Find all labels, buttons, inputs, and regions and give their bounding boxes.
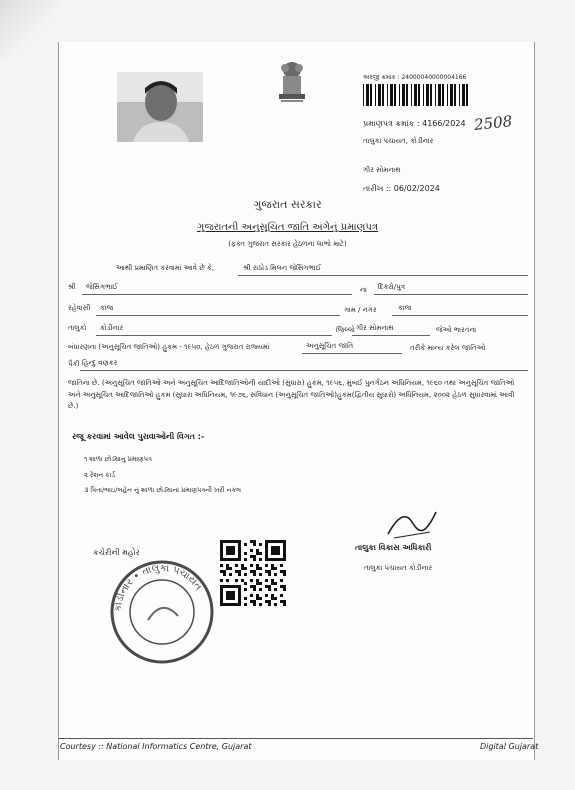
- handwritten-number: 2508: [473, 112, 514, 134]
- date-value: 06/02/2024: [393, 184, 440, 193]
- office-stamp-label: કચેરીની મહોર: [93, 548, 140, 557]
- district-label: જિલ્લો: [336, 326, 355, 334]
- village-label: ગામ / નગર: [344, 306, 377, 314]
- officer-place: તાલુકા પંચાયત કોડીનાર: [364, 564, 433, 572]
- footer-courtesy: Courtesy :: National Informatics Centre, Gujarat: [60, 742, 252, 751]
- officer-title: તાલુકા વિકાસ અધિકારી: [355, 543, 432, 552]
- resident-label: રહેવાસી: [68, 304, 91, 312]
- certificate-subtitle: (ફક્ત ગુજરાત સરકાર હેઠળના લાભો માટે): [228, 240, 347, 248]
- certify-text: આથી પ્રમાણિત કરવામાં આવે છે કે,: [116, 264, 215, 272]
- footer-divider: [58, 738, 533, 739]
- shri-label: શ્રી: [68, 283, 76, 291]
- date-label: તારીખ ::: [363, 184, 392, 193]
- evidence-item: ૨ રેશન કાર્ડ: [84, 470, 115, 479]
- caste-value: હિન્દુ વણકર: [82, 359, 118, 367]
- father-name: જેસિંગભાઈ: [86, 283, 118, 291]
- recognized-text: તરીકે માન્ય કરેલ જાતિઓ: [410, 344, 486, 352]
- applicant-photo: [117, 72, 203, 142]
- seal-text: કોડીનાર • તાલુકા પંચાયત: [112, 562, 204, 613]
- village-value: કાજ: [398, 304, 412, 312]
- relation-label: ના: [360, 286, 367, 294]
- application-number: અરજી ક્રમાંક : 24000040000004166: [363, 74, 467, 81]
- category-value: અનુસૂચિત જાતિ: [306, 342, 354, 350]
- evidence-list: [84, 452, 241, 499]
- officer-signature: [384, 508, 440, 544]
- footer-brand: Digital Gujarat: [480, 742, 539, 751]
- evidence-item: ૧ શાળા છોડ્યાનુ પ્રમાણપત્ર: [84, 455, 152, 463]
- office-seal: [108, 558, 216, 666]
- resident-value: કાજ: [100, 304, 114, 312]
- evidence-heading: રજૂ કરવામાં આવેલ પુરાવાઓની વિગત :-: [72, 432, 205, 441]
- legal-paragraph: જાતિના છે. (અનુસૂચિત જાતિઓ અને અનુસૂચિત આદિજાતિઓની યાદીઓ (સુધારા) હુકમ, ૧૯૫૬, મુંબઈ પુનર્ગઠન અધિનિયમ, ૧૯૬૦ તથા અનુસૂચિત જાતિઓ અને અનુસૂચિત આદિજાતિઓ હુકમ (સુધારા અધિનિયમ, ૧૯૭૬, સંવિધાન (અનુસૂચિત જાતિઓ)હુકમ(દ્વિતીય સુધારો) અધિનિયમ, ૨૦૦૨ હેઠળ સુધારવામાં આવી છે.): [68, 379, 515, 410]
- page-corner-shadow: [0, 0, 60, 60]
- certificate-title: ગુજરાતની અનુસૂચિત જાતિ અંગેનું પ્રમાણપત્ર: [197, 222, 378, 233]
- qr-code: [220, 540, 286, 606]
- district-name: ગીર સોમનાથ: [363, 166, 401, 174]
- gov-title: ગુજરાત સરકાર: [253, 198, 322, 211]
- evidence-item: ૩ પિતા/ભાઇ/બહેન નું શાળા છોડ્યાનાં પ્રમાણપત્રની ખરી નકલ: [84, 486, 242, 494]
- certificate-number-label: પ્રમાણપત્ર ક્રમાંક :: [363, 119, 420, 128]
- state-text: જેઓ ભારતના: [436, 326, 477, 334]
- certificate-number-row: [363, 119, 466, 129]
- district-value: ગીર સોમનાથ: [356, 324, 394, 332]
- applicant-name: શ્રી રાઠોડ મિલન જેસિંગભાઈ: [243, 264, 322, 272]
- constitution-text: બંધારણના (અનુસૂચિત જાતિઓ) હુકમ - ૧૯૫૦, હેઠળ ગુજરાત રાજ્યમાં: [68, 343, 270, 351]
- relation-value: દિકરો/પુત્ર: [378, 283, 406, 291]
- certificate-number: 4166/2024: [422, 119, 466, 128]
- taluka-value: કોડીનાર: [100, 324, 124, 332]
- barcode: [363, 84, 471, 106]
- date-row: [363, 184, 440, 194]
- taluka-label: તાલુકો: [68, 324, 87, 332]
- state-emblem-icon: [271, 58, 313, 110]
- caste-label: પૈકી: [68, 360, 80, 368]
- office-name: તાલુકા પંચાયત, કોડીનાર: [363, 137, 434, 145]
